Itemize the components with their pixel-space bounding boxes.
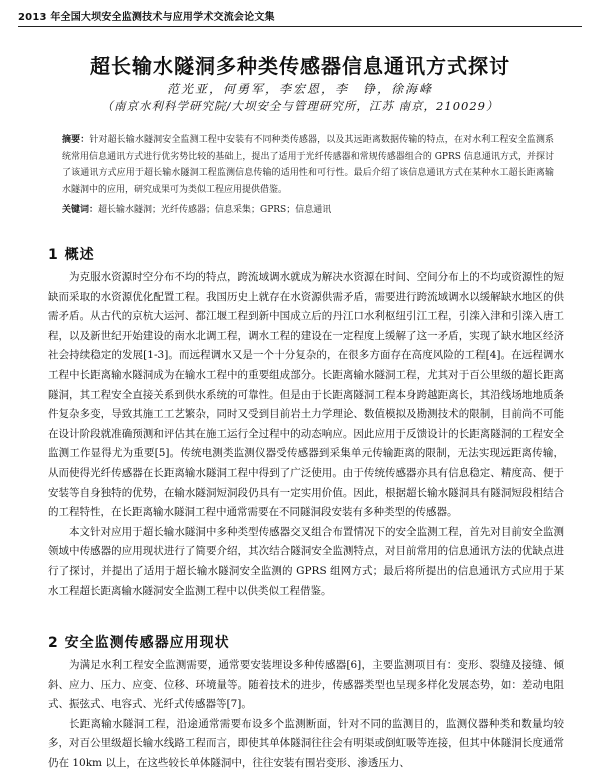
section-1-heading: 1 概述: [48, 247, 95, 263]
paragraph: 为克服水资源时空分布不均的特点，跨流域调水就成为解决水资源在时间、空间分布上的不均或资源性的短缺而采取的水资源优化配置工程。我国历史上就存在水资源供需矛盾，需要进行跨流域调水以缓解缺水地区的供需矛盾。从古代的京杭大运河、都江堰工程到新中国成立后的丹江口水利枢纽引江工程，引滦入津和引滦入唐工程，以及新世纪开始建设的南水北调工程，调水工程的建设在一定程度上缓解了这一矛盾，实现了缺水地区经济社会持续稳定的发展[1-3]。而远程调水又是一个十分复杂的，在很多方面存在高度风险的工程[4]。在远程调水工程中长距离输水隧洞成为在输水工程中的重要组成部分。长距离输水隧洞工程，尤其对于百公里级的超长距离隧洞，其工程安全直接关系到供水系统的可靠性。但是由于长距离隧洞工程本身跨越距离长，其沿线场地地质条件复杂多变，导致其施工工艺繁杂，同时又受到目前岩土力学理论、数值模拟及勘测技术的限制，目前尚不可能在设计阶段就准确预测和评估其在施工运行全过程中的动态响应。因此应用于反馈设计的长距离隧洞的工程安全监测工作显得尤为重要[5]。传统电测类监测仪器受传感器到采集单元传输距离的限制，无法实现远距离传输，从而使得光纤传感器在长距离输水隧洞工程中得到了广泛使用。由于传统传感器亦具有信息稳定、精度高、便于安装等自身独特的优势，在输水隧洞短洞段仍具有一定实用价值。因此，根据超长输水隧洞具有隧洞短段相结合的工程特性，在长距离输水隧洞工程中通常需要在不同隧洞段安装有多种类型的传感器。: [48, 271, 564, 519]
affiliation: （南京水利科学研究院/大坝安全与管理研究所，江苏 南京，210029）: [101, 99, 499, 113]
keywords-label: 关键词：: [62, 205, 99, 215]
abstract: [62, 132, 554, 198]
paper-title: 超长输水隧洞多种类传感器信息通讯方式探讨: [90, 54, 510, 78]
section-1-body: [48, 268, 564, 601]
abstract-text: 针对超长输水隧洞安全监测工程中安装有不同种类传感器，以及其远距离数据传输的特点，在对水利工程安全监测系统常用信息通讯方式进行优劣势比较的基础上，提出了适用于光纤传感器和常规传感器组合的 GPRS 信息通讯方式，并探讨了该通讯方式应用于超长输水隧洞工程监测信息传输的适用性和可行性。最后介绍了该信息通讯方式在某种水工超长距离输水隧洞中的应用，研究成果可为类似工程应用提供借鉴。: [62, 135, 554, 195]
paragraph: 为满足水利工程安全监测需要，通常要安装埋设多种传感器[6]，主要监测项目有：变形、裂缝及接缝、倾斜、应力、压力、应变、位移、环境量等。随着技术的进步，传感器类型也呈现多样化发展态势，如：差动电阻式、振弦式、电容式、光纤式传感器等[7]。: [48, 659, 564, 711]
paragraph: 长距离输水隧洞工程，沿途通常需要布设多个监测断面，针对不同的监测目的，监测仪器种类和数量均较多，对百公里级超长输水线路工程而言，即使其单体隧洞往往会有明渠或倒虹吸等连接，但其中体隧洞长度通常仍在 10km 以上，在这些较长单体隧洞中，往往安装有围岩变形、渗透压力、: [48, 717, 564, 769]
running-head: 2013 年全国大坝安全监测技术与应用学术交流会论文集: [18, 8, 582, 27]
keywords-text: 超长输水隧洞；光纤传感器；信息采集；GPRS；信息通讯: [98, 205, 332, 215]
paragraph: 本文针对应用于超长输水隧洞中多种类型传感器交叉组合布置情况下的安全监测工程，首先对目前安全监测领域中传感器的应用现状进行了简要介绍，其次结合隧洞安全监测特点，对目前常用的信息通讯方法的优缺点进行了探讨，并提出了适用于超长输水隧洞安全监测的 GPRS 组网方式；最后将所提出的信息通讯方式应用于某水工程超长距离输水隧洞安全监测工程中以供类似工程借鉴。: [48, 525, 564, 597]
keywords: [62, 202, 554, 218]
abstract-label: 摘要：: [62, 135, 90, 145]
section-2-body: [48, 656, 564, 774]
section-2-heading: 2 安全监测传感器应用现状: [48, 635, 230, 651]
authors: 范光亚，何勇军，李宏恩，李 铮，徐海峰: [166, 82, 433, 96]
